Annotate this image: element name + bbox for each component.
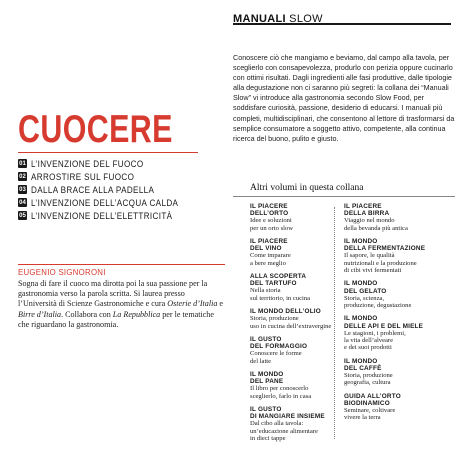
volume-entry (344, 393, 444, 422)
author-bio-publication: Birre d’Italia (18, 309, 62, 319)
volume-entry (344, 280, 444, 309)
chapter-item (18, 170, 195, 183)
series-header (233, 9, 451, 25)
volume-subtitle: Dal cibo alla tavola: un’educazione alimentare in dieci tappe (250, 420, 318, 442)
author-bio-text: Sogna di fare il cuoco ma dirotta poi la sua passione per la gastronomia verso la parola scritta. Si laurea presso l’Università di Scienze Gastronomiche e cura (18, 279, 208, 309)
volume-subtitle: Nella storia sul territorio, in cucina (250, 287, 311, 302)
chapter-item (18, 183, 195, 196)
volume-title: IL MONDO DEL CAFFÈ (344, 357, 382, 372)
volume-title: IL GUSTO DEL FORMAGGIO (250, 335, 308, 350)
chapter-label: L’INVENZIONE DELL’ELETTRICITÀ (31, 210, 173, 221)
volume-title: IL MONDO DELL’OLIO (250, 308, 321, 315)
volume-subtitle: Storia, produzione uso in cucina dell’extravergine (250, 315, 332, 330)
volume-subtitle: Storia, produzione geografia, cultura (344, 372, 393, 387)
volume-subtitle: Viaggio nel mondo della bevanda più antica (344, 217, 408, 232)
volumes-column-left (250, 203, 350, 448)
title-divider (18, 152, 198, 153)
volume-title: IL MONDO DEL PANE (250, 370, 284, 385)
chapter-item (18, 196, 195, 209)
author-divider (18, 264, 225, 265)
series-description: Conoscere ciò che mangiamo e beviamo, dal campo alla tavola, per sceglierlo con consapevolezza, produrlo con perizia oppure cucinarlo con ottimi risultati. Dagli ingredienti alle fasi produttive, dalle tipologie alla degustazione non ci saranno più segreti: la collana dei “Manuali Slow” vi introduce alla gastronomia secondo Slow Food, per soddisfare curiosità, passione, desiderio di educarsi. I manuali più completi, multidisciplinari, che consentono al lettore di trasformarsi da semplice consumatore a soggetto attivo, competente, alla continua ricerca del buono, pulito e giusto. (233, 53, 455, 143)
author-name: EUGENIO SIGNORONI (18, 267, 106, 277)
author-bio-publication: Osterie d’Italia (167, 299, 218, 309)
volume-entry (250, 371, 350, 400)
volume-title: IL PIACERE DELL’ORTO (250, 203, 289, 218)
author-bio-text: per le tematiche che riguardano la gastronomia. (18, 309, 214, 329)
chapter-number-badge: 04 (19, 199, 26, 206)
author-bio-text: . Collabora con (61, 309, 113, 319)
volume-subtitle: Storia, scienza, produzione, degustazione (344, 294, 412, 309)
chapter-list (18, 157, 195, 222)
volumes-column-right (344, 203, 444, 428)
chapter-label: L’INVENZIONE DELL’ACQUA CALDA (31, 197, 179, 208)
chapter-number-badge: 01 (19, 160, 26, 167)
volume-subtitle: Come imparare a bere meglio (250, 252, 291, 267)
chapter-label: ARROSTIRE SUL FUOCO (31, 171, 135, 182)
book-title: CUOCERE (18, 108, 173, 151)
volume-entry (250, 273, 350, 302)
volume-entry (250, 406, 350, 442)
volume-subtitle: Il sapore, le qualità nutrizionali e la produzione di cibi vivi fermentati (344, 252, 417, 274)
author-bio-publication: La Repubblica (112, 309, 161, 319)
author-bio (18, 279, 224, 330)
volume-subtitle: Conoscere le forme del latte (250, 350, 302, 365)
other-volumes-heading: Altri volumi in questa collana (250, 183, 364, 193)
volume-entry (344, 358, 444, 387)
volume-title: ALLA SCOPERTA DEL TARTUFO (250, 273, 307, 288)
series-name-bold: MANUALI (233, 13, 286, 25)
chapter-label: L’INVENZIONE DEL FUOCO (31, 158, 144, 169)
chapter-number-badge: 05 (19, 212, 26, 219)
volume-entry (250, 238, 350, 267)
volume-subtitle: Seminare, coltivare vivere la terra (344, 407, 396, 422)
volume-title: IL MONDO DELLE API E DEL MIELE (344, 315, 424, 330)
series-name-light: SLOW (285, 13, 323, 25)
volume-title: IL MONDO DEL GELATO (344, 280, 387, 295)
volume-title: IL PIACERE DEL VINO (250, 238, 288, 253)
volume-title: IL GUSTO DI MANGIARE INSIEME (250, 405, 325, 420)
volume-subtitle: Il libro per conoscerlo sceglierlo, farlo in casa (250, 385, 312, 400)
volume-entry (250, 203, 350, 232)
chapter-number-badge: 02 (19, 173, 26, 180)
other-volumes-divider (233, 196, 455, 197)
chapter-label: DALLA BRACE ALLA PADELLA (31, 184, 155, 195)
volume-title: IL PIACERE DELLA BIRRA (344, 203, 390, 218)
volume-entry (344, 238, 444, 274)
volume-title: GUIDA ALL’ORTO BIODINAMICO (344, 392, 401, 407)
chapter-number-badge: 03 (19, 186, 26, 193)
author-bio-text: e (217, 299, 223, 309)
volume-entry (250, 336, 350, 365)
volume-title: IL MONDO DELLA FERMENTAZIONE (344, 238, 426, 253)
volume-entry (344, 315, 444, 351)
volume-entry (250, 308, 350, 330)
volume-subtitle: Idee e soluzioni per un orto slow (250, 217, 294, 232)
volume-entry (344, 203, 444, 232)
chapter-item (18, 209, 195, 222)
volume-subtitle: Le stagioni, i problemi, la vita dell’alveare e dei suoi prodotti (344, 329, 406, 352)
chapter-item (18, 157, 195, 170)
